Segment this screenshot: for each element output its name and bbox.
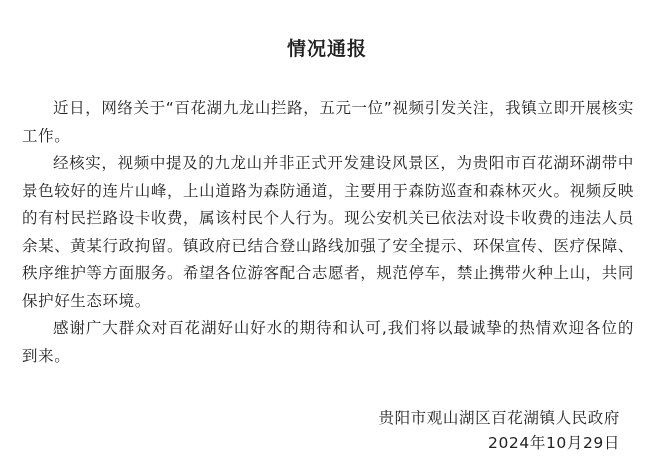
document-title: 情况通报 (286, 38, 367, 60)
issuer-name: 贵阳市观山湖区百花湖镇人民政府 (378, 409, 620, 427)
issue-date: 2024年10月29日 (488, 434, 620, 452)
signature-block (378, 406, 620, 456)
paragraph-3: 感谢广大群众对百花湖好山好水的期待和认可,我们将以最诚挚的热情欢迎各位的到来。 (22, 319, 634, 365)
paragraph-1: 近日，网络关于“百花湖九龙山拦路，五元一位”视频引发关注，我镇立即开展核实工作。 (22, 99, 634, 145)
document-body (22, 95, 634, 370)
paragraph-2: 经核实，视频中提及的九龙山并非正式开发建设风景区，为贵阳市百花湖环湖带中景色较好的连片山峰，上山道路为森防通道，主要用于森防巡查和森林灭火。视频反映的有村民拦路设卡收费，属该村民个人行为。现公安机关已依法对设卡收费的违法人员余某、黄某行政拘留。镇政府已结合登山路线加强了安全提示、环保宣传、医疗保障、秩序维护等方面服务。希望各位游客配合志愿者，规范停车，禁止携带火种上山，共同保护好生态环境。 (22, 154, 634, 310)
